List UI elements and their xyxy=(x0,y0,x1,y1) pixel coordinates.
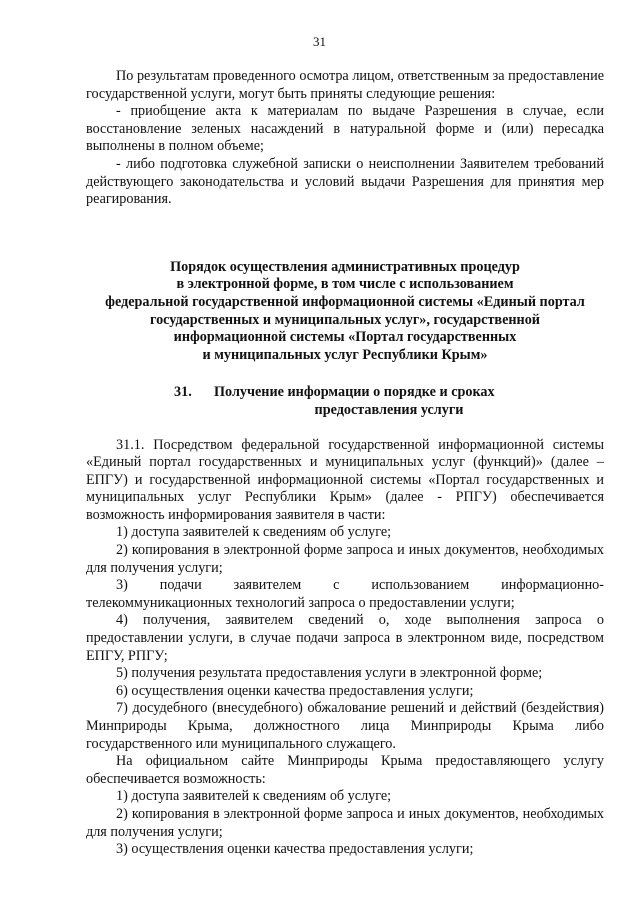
page-number: 31 xyxy=(313,34,326,49)
body-paragraph: 31.1. Посредством федеральной государственной информационной системы «Единый портал государственных и муниципальных услуг (функций)» (далее – ЕПГУ) и государственной информационной системы «Портал государственных и муниципальных услуг Республики Крым» (далее - РПГУ) обеспечивается возможность информирования заявителя в части: xyxy=(86,436,604,523)
intro-bullet-1: - приобщение акта к материалам по выдаче Разрешения в случае, если восстановление зеленых насаждений в натуральной форме и (или) пересадка выполнены в полном объеме; xyxy=(86,103,604,155)
section-title-line-2: предоставления услуги xyxy=(314,401,464,418)
list-item: 3) осуществления оценки качества предоставления услуги; xyxy=(116,841,474,858)
chapter-heading-line: федеральной государственной информационной системы «Единый портал xyxy=(105,293,585,310)
list-item: 1) доступа заявителей к сведениям об услуге; xyxy=(116,524,392,541)
section-heading xyxy=(174,384,564,419)
chapter-heading-line: Порядок осуществления административных процедур xyxy=(170,258,520,275)
list-item: 2) копирования в электронной форме запроса и иных документов, необходимых для получения услуги; xyxy=(86,542,604,576)
chapter-heading-line: и муниципальных услуг Республики Крым» xyxy=(202,346,488,363)
page-content xyxy=(86,68,604,859)
section-number: 31. xyxy=(174,384,192,401)
list-item: 5) получения результата предоставления услуги в электронной форме; xyxy=(116,665,543,682)
list-item: 1) доступа заявителей к сведениям об услуге; xyxy=(116,788,392,805)
chapter-heading xyxy=(86,259,604,365)
list-item: 3) подачи заявителем с использованием информационно-телекоммуникационных технологий запроса о предоставлении услуги; xyxy=(86,577,604,611)
list-item: 7) досудебного (внесудебного) обжалование решений и действий (бездействия) Минприроды Крыма, должностного лица Минприроды Крыма либо государственного или муниципального служащего. xyxy=(86,700,604,752)
intro-bullet-2: - либо подготовка служебной записки о неисполнении Заявителем требований действующего законодательства и условий выдачи Разрешения для принятия мер реагирования. xyxy=(86,155,604,208)
chapter-heading-line: государственных и муниципальных услуг», государственной xyxy=(149,311,540,328)
body-paragraph: На официальном сайте Минприроды Крыма предоставляющего услугу обеспечивается возможность: xyxy=(86,753,604,787)
list-item: 6) осуществления оценки качества предоставления услуги; xyxy=(116,682,474,699)
list-item: 2) копирования в электронной форме запроса и иных документов, необходимых для получения услуги; xyxy=(86,805,604,840)
chapter-heading-line: в электронной форме, в том числе с использованием xyxy=(176,276,514,293)
chapter-heading-line: информационной системы «Портал государственных xyxy=(173,329,517,346)
list-item: 4) получения, заявителем сведений о, ходе выполнения запроса о предоставлении услуги, в случае подачи запроса в электронном виде, посредством ЕПГУ, РПГУ; xyxy=(86,612,604,664)
section-title-line-1: Получение информации о порядке и сроках xyxy=(214,384,495,401)
intro-paragraph: По результатам проведенного осмотра лицом, ответственным за предоставление государственной услуги, могут быть приняты следующие решения: xyxy=(86,68,604,102)
